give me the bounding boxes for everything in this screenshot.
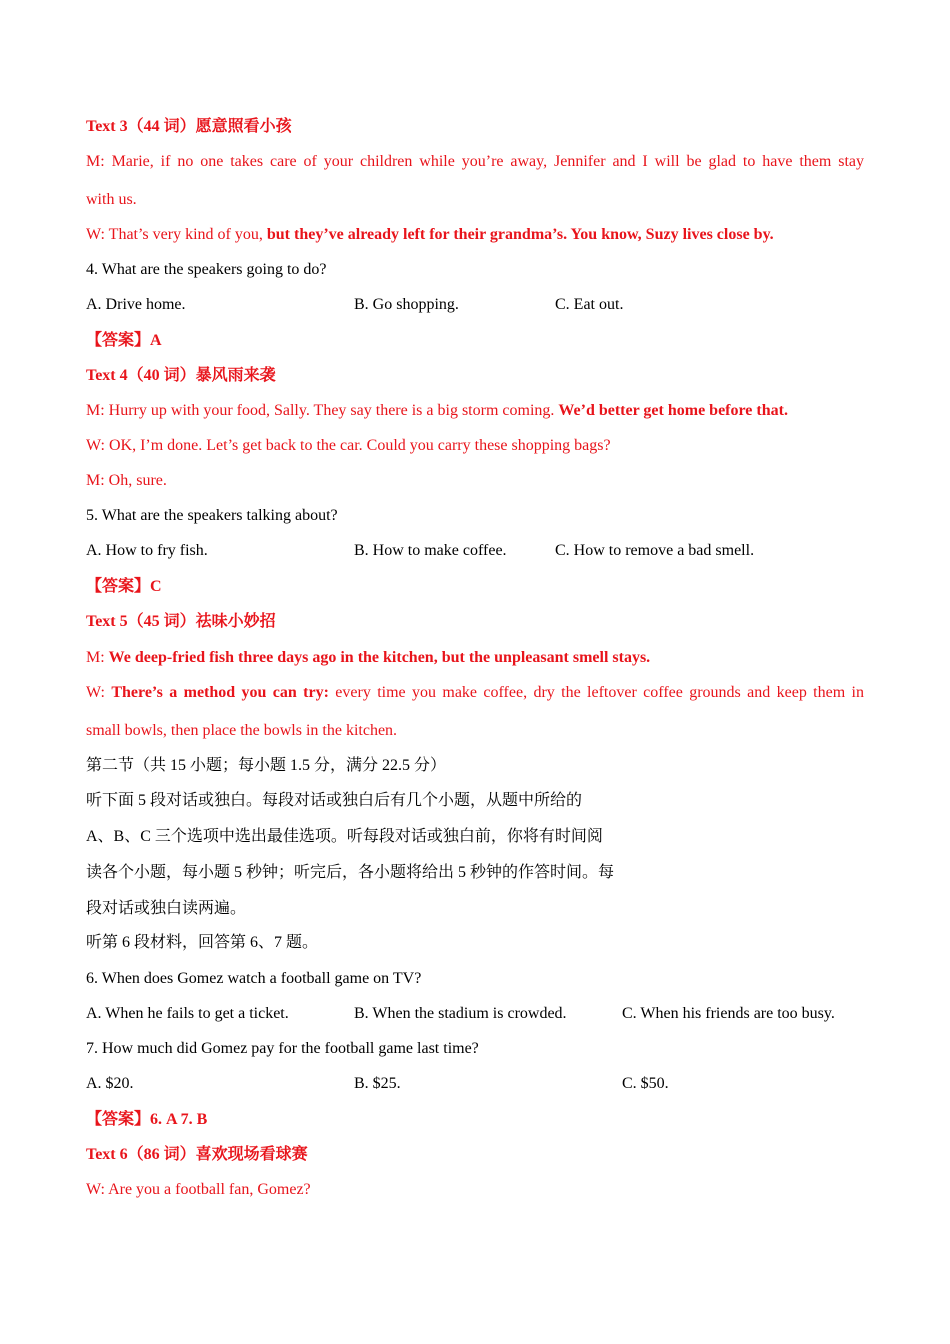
section2-instruction-3: 读各个小题，每小题 5 秒钟；听完后，各小题将给出 5 秒钟的作答时间。每 xyxy=(86,864,615,881)
text5-m-plain: M: xyxy=(86,649,109,666)
q7-question: 7. How much did Gomez pay for the football game last time? xyxy=(86,1040,479,1057)
q4-option-a: A. Drive home. xyxy=(86,296,186,313)
q5-question: 5. What are the speakers talking about? xyxy=(86,507,338,524)
text3-w-plain: W: That’s very kind of you, xyxy=(86,226,267,243)
text6-w-line: W: Are you a football fan, Gomez? xyxy=(86,1181,311,1198)
text4-m-line xyxy=(86,401,788,421)
text5-w-bold: There’s a method you can try: xyxy=(111,684,329,701)
text4-m-plain: M: Hurry up with your food, Sally. They say there is a big storm coming. xyxy=(86,402,559,419)
section2-instruction-2: A、B、C 三个选项中选出最佳选项。听每段对话或独白前，你将有时间阅 xyxy=(86,828,603,845)
text4-m-bold: We’d better get home before that. xyxy=(558,402,788,419)
q4-answer: 【答案】A xyxy=(86,332,162,349)
q5-option-b: B. How to make coffee. xyxy=(354,542,507,559)
section2-instruction-4: 段对话或独白读两遍。 xyxy=(86,900,247,917)
text3-m-line2: with us. xyxy=(86,191,137,208)
text5-w-line1 xyxy=(86,683,864,703)
section2-instruction-1: 听下面 5 段对话或独白。每段对话或独白后有几个小题，从题中所给的 xyxy=(86,792,583,809)
text5-w-plain: W: xyxy=(86,684,112,701)
q4-option-c: C. Eat out. xyxy=(555,296,624,313)
q6-option-a: A. When he fails to get a ticket. xyxy=(86,1005,289,1022)
q6-option-b: B. When the stadium is crowded. xyxy=(354,1005,567,1022)
q5-option-a: A. How to fry fish. xyxy=(86,542,208,559)
q5-option-c: C. How to remove a bad smell. xyxy=(555,542,755,559)
q6-q7-answer: 【答案】6. A 7. B xyxy=(86,1111,208,1128)
text3-heading: Text 3（44 词）愿意照看小孩 xyxy=(86,118,292,135)
q7-option-a: A. $20. xyxy=(86,1075,134,1092)
q6-option-c: C. When his friends are too busy. xyxy=(622,1005,835,1022)
text4-heading: Text 4（40 词）暴风雨来袭 xyxy=(86,367,276,384)
text4-w-line: W: OK, I’m done. Let’s get back to the car. Could you carry these shopping bags? xyxy=(86,437,611,454)
q7-option-c: C. $50. xyxy=(622,1075,669,1092)
text5-m-bold: We deep-fried fish three days ago in the kitchen, but the unpleasant smell stays. xyxy=(108,649,651,666)
text3-m-line1: M: Marie, if no one takes care of your children while you’re away, Jennifer and I will be glad to have them stay xyxy=(86,153,864,170)
q7-option-b: B. $25. xyxy=(354,1075,401,1092)
text3-w-bold: but they’ve already left for their grandma’s. You know, Suzy lives close by. xyxy=(266,226,774,243)
text3-w-line xyxy=(86,225,774,245)
q4-question: 4. What are the speakers going to do? xyxy=(86,261,327,278)
q5-answer: 【答案】C xyxy=(86,578,162,595)
q6-question: 6. When does Gomez watch a football game on TV? xyxy=(86,970,422,987)
text4-m-line2: M: Oh, sure. xyxy=(86,472,167,489)
text6-heading: Text 6（86 词）喜欢现场看球赛 xyxy=(86,1146,308,1163)
text5-w-rest: every time you make coffee, dry the leftover coffee grounds and keep them in xyxy=(328,684,864,701)
text5-heading: Text 5（45 词）祛味小妙招 xyxy=(86,613,276,630)
q4-option-b: B. Go shopping. xyxy=(354,296,459,313)
section2-title: 第二节（共 15 小题；每小题 1.5 分，满分 22.5 分） xyxy=(86,757,447,774)
material6-intro: 听第 6 段材料，回答第 6、7 题。 xyxy=(86,934,319,951)
text5-m-line xyxy=(86,648,650,668)
text5-w-line2: small bowls, then place the bowls in the kitchen. xyxy=(86,722,398,739)
